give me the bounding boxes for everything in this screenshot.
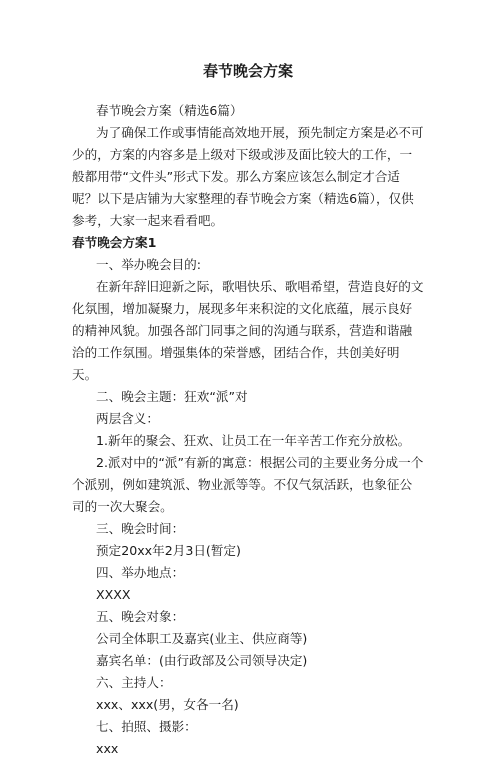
intro-paragraph: 为了确保工作或事情能高效地开展，预先制定方案是必不可少的，方案的内容多是上级对下级或涉及面比较大的工作，一般都用带“文件头”形式下发。那么方案应该怎么制定才合适呢？以下是店铺为大家整理的春节晚会方案（精选6篇），仅供参考，大家一起来看看吧。 [72,125,424,228]
document-title: 春节晚会方案 [202,62,293,80]
audience-value: 公司全体职工及嘉宾(业主、供应商等) [96,631,308,646]
host-heading: 六、主持人： [96,675,172,690]
purpose-heading: 一、举办晚会目的: [96,257,201,272]
meaning-item-2: 2.派对中的“派”有新的寓意：根据公司的主要业务分成一个个派别，例如建筑派、物业派等等。不仅气氛活跃，也象征公司的一次大聚会。 [72,455,424,514]
meaning-item-1: 1.新年的聚会、狂欢、让员工在一年辛苦工作充分放松。 [96,433,411,448]
venue-value: XXXX [96,587,131,602]
section-heading: 春节晚会方案1 [72,235,157,250]
photo-heading: 七、拍照、摄影： [96,719,197,734]
purpose-paragraph: 在新年辞旧迎新之际，歌唱快乐、歌唱希望，营造良好的文化氛围，增加凝聚力，展现多年来积淀的文化底蕴，展示良好的精神风貌。加强各部门同事之间的沟通与联系，营造和谐融洽的工作氛围。增强集体的荣誉感，团结合作，共创美好明天。 [72,279,424,382]
document-subtitle: 春节晚会方案（精选6篇） [96,103,243,118]
meaning-label: 两层含义： [96,411,159,426]
photo-value: xxx [96,741,119,756]
theme-heading: 二、晚会主题：狂欢“派”对 [96,389,248,404]
venue-heading: 四、举办地点： [96,565,185,580]
audience-heading: 五、晚会对象： [96,609,185,624]
guest-list: 嘉宾名单：(由行政部及公司领导决定) [96,653,308,668]
time-heading: 三、晚会时间： [96,521,185,536]
time-value: 预定20xx年2月3日(暂定) [96,543,241,558]
host-value: xxx、xxx(男，女各一名) [96,697,239,712]
